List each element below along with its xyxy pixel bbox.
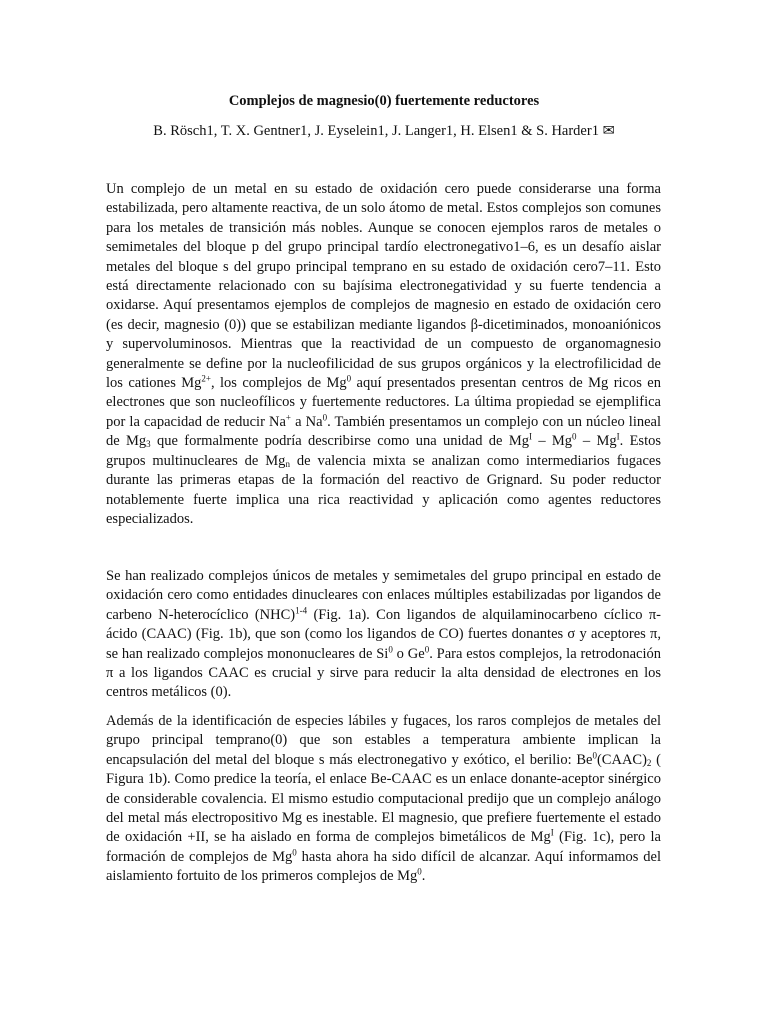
document-title: Complejos de magnesio(0) fuertemente reductores [228, 93, 540, 109]
author-list: B. Rösch1, T. X. Gentner1, J. Eyselein1, J. Langer1, H. Elsen1 & S. Harder1 ✉ [153, 123, 615, 139]
text-run: Además de la identificación de especies lábiles y fugaces, los raros complejos de metales del grupo principal temprano(0) que son estables a temperatura ambiente implican la encapsulación del metal del bloque s más electronegativo y exótico, el berilio: Be [106, 713, 661, 768]
superscript: 0 [592, 750, 597, 761]
superscript: 0 [322, 412, 328, 423]
body-paragraph-1 [106, 567, 661, 703]
superscript: 0 [346, 373, 352, 384]
text-run: Se han realizado complejos únicos de metales y semimetales del grupo principal en estado de oxidación cero como entidades dinucleares con enlaces múltiples estabilizadas por ligandos de carbeno N-heterocíclico (NHC) [106, 568, 661, 623]
text-run: . Estos grupos multinucleares de Mg [106, 433, 661, 469]
superscript: 0 [292, 847, 297, 858]
superscript: 0 [424, 644, 430, 655]
text-run: (Fig. 1a). Con ligandos de alquilaminocarbeno cíclico π-ácido (CAAC) (Fig. 1b), que son (como los ligandos de CO) fuertes donantes σ y aceptores π, se han realizado complejos mononucleares de Si [106, 606, 661, 662]
superscript: 0 [388, 644, 393, 655]
text-run: , los complejos de Mg [210, 375, 347, 392]
subscript: 3 [146, 439, 151, 450]
text-run: (Fig. 1c), pero la formación de complejos de Mg [106, 829, 661, 865]
abstract-paragraph [106, 180, 661, 529]
text-run: . Para estos complejos, la retrodonación π a los ligandos CAAC es crucial y sirve para reducir la alta densidad de electrones en los centros metálicos (0). [106, 645, 661, 701]
text-run: aquí presentados presentan centros de Mg ricos en electrones que son nucleofílicos y fuertemente reductores. La última propiedad se ejemplifica por la capacidad de reducir Na [106, 375, 661, 430]
text-run: – Mg [531, 433, 573, 450]
text-run: hasta ahora ha sido difícil de alcanzar. Aquí informamos del aislamiento fortuito de los primeros complejos de Mg [106, 848, 661, 885]
superscript: 0 [417, 866, 422, 877]
text-run: . [421, 868, 426, 885]
superscript: 2+ [201, 373, 211, 384]
subscript: 2 [646, 757, 652, 768]
text-run: (CAAC) [596, 751, 647, 768]
superscript: + [285, 412, 291, 423]
superscript: 0 [572, 431, 577, 442]
superscript: I [550, 827, 554, 838]
superscript: 1-4 [295, 605, 308, 616]
superscript: I [616, 431, 620, 442]
text-run: Un complejo de un metal en su estado de oxidación cero puede considerarse una forma estabilizada, pero altamente reactiva, de un solo átomo de metal. Estos complejos son comunes para los metales de transición más nobles. Aunque se conocen ejemplos raros de metales o semimetales del bloque p del grupo principal tardío electronegativo1–6, es un desafío aislar metales del bloque s del grupo principal temprano en su estado de oxidación cero7–11. Esto está directamente relacionado con su bajísima electronegatividad y su fuerte tendencia a oxidarse. Aquí presentamos ejemplos de complejos de magnesio en estado de oxidación cero (es decir, magnesio (0)) que se estabilizan mediante ligandos β-dicetiminados, monoaniónicos y supervoluminosos. Mientras que la reactividad de un compuesto de organomagnesio generalmente se define por la nucleofilicidad de sus grupos orgánicos y la electrofilicidad de los cationes Mg [106, 181, 661, 392]
text-run: o Ge [392, 645, 425, 662]
text-run: a Na [291, 413, 323, 430]
subscript: n [285, 458, 290, 469]
superscript: I [528, 431, 532, 442]
text-run: . También presentamos un complejo con un núcleo lineal de Mg [106, 413, 662, 450]
text-run: que formalmente podría describirse como una unidad de Mg [150, 433, 529, 450]
body-paragraph-2 [106, 712, 661, 887]
text-run: – Mg [576, 433, 617, 450]
text-run: ( Figura 1b). Como predice la teoría, el enlace Be-CAAC es un enlace donante-aceptor sinérgico de considerable covalencia. El mismo estudio computacional predijo que un complejo análogo del metal más electropositivo Mg es inestable. El magnesio, que prefiere fuertemente el estado de oxidación +II, se ha aislado en forma de complejos bimetálicos de Mg [106, 751, 661, 846]
text-run: de valencia mixta se analizan como intermediarios fugaces durante las primeras etapas de la formación del reactivo de Grignard. Su poder reductor notablemente fuerte implica una rica reactividad y aplicación como agentes reductores especializados. [106, 452, 661, 527]
